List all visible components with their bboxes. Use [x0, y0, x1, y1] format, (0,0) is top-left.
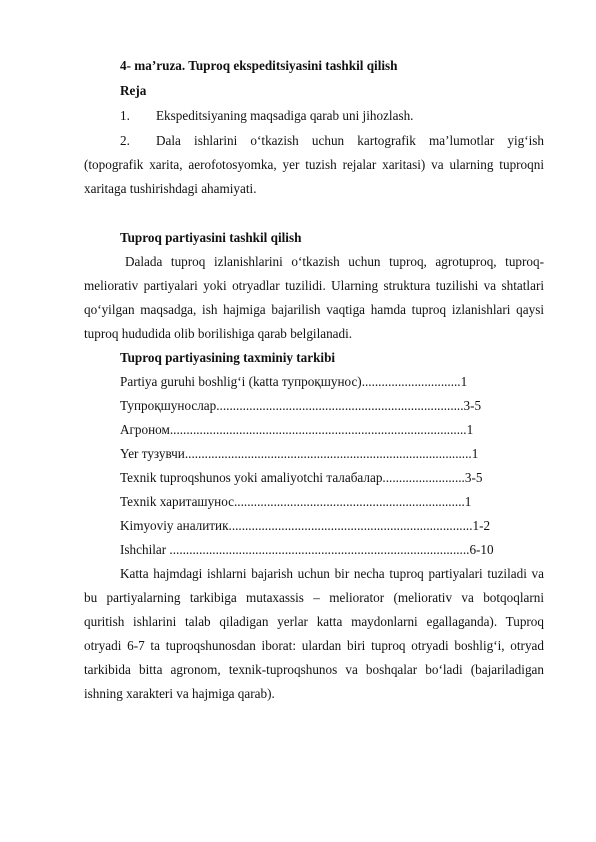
section-heading: Tuproq partiyasini tashkil qilish [120, 230, 302, 245]
composition-heading: Tuproq partiyasining taxminiy tarkibi [120, 350, 336, 365]
composition-item: Агроном..........................................................................................1 [120, 422, 474, 437]
section-paragraph-line-3: qo‘yilgan maqsadga, ish hajmiga bajarilish vaqtiga hamda tuproq izlanishlari qaysi [84, 302, 544, 317]
lecture-title: 4- ma’ruza. Tuproq ekspeditsiyasini tashkil qilish [120, 58, 398, 73]
plan-item-2-number: 2. [120, 133, 130, 148]
plan-item-1-number: 1. [120, 108, 130, 123]
composition-item: Texnik хариташунос......................................................................1 [120, 494, 472, 509]
plan-item-2-line-1: Dala ishlarini o‘tkazish uchun kartografik ma’lumotlar yig‘ish [156, 133, 544, 148]
closing-paragraph-line-3: quritish ishlarini talab qiladigan yerlar katta maydonlarni egallaganda). Tuproq [84, 614, 544, 629]
closing-paragraph-line-5: tarkibida bitta agronom, texnik-tuproqshunos va boshqalar bo‘ladi (bajariladigan [84, 662, 544, 677]
section-paragraph-line-4: tuproq hududida olib borilishiga qarab belgilanadi. [84, 326, 353, 341]
composition-item: Yer тузувчи.......................................................................................1 [120, 446, 479, 461]
composition-item: Ishchilar ...........................................................................................6-10 [120, 542, 494, 557]
plan-item-2-line-3: xaritaga tushirishdagi ahamiyati. [84, 181, 257, 196]
composition-item: Kimyoviy аналитик..........................................................................1-2 [120, 518, 491, 533]
closing-paragraph-line-1: Katta hajmdagi ishlarni bajarish uchun bir necha tuproq partiyalari tuziladi va [120, 566, 544, 581]
plan-label: Reja [120, 83, 147, 98]
section-paragraph-line-1: Dalada tuproq izlanishlarini o‘tkazish uchun tuproq, agrotuproq, tuproq- [125, 254, 544, 269]
composition-item: Texnik tuproqshunos yoki amaliyotchi талабалар.........................3-5 [120, 470, 483, 485]
closing-paragraph-line-4: otryadi 6-7 ta tuproqshunosdan iborat: ulardan biri tuproq otryadi boshlig‘i, otryad [84, 638, 544, 653]
closing-paragraph-line-6: ishning xarakteri va hajmiga qarab). [84, 686, 275, 701]
plan-item-2-line-2: (topografik xarita, aerofotosyomka, yer tuzish rejalar xaritasi) va ularning tuproqni [84, 157, 544, 172]
section-paragraph-line-2: meliorativ partiyalari yoki otryadlar tuzilidi. Ularning struktura tuzilishi va shtatlari [84, 278, 544, 293]
plan-item-1-text: Ekspeditsiyaning maqsadiga qarab uni jihozlash. [156, 108, 414, 123]
composition-item: Тупроқшунослар...........................................................................3-5 [120, 398, 482, 413]
closing-paragraph-line-2: bu partiyalarning tarkibiga mutaxassis – meliorator (meliorativ va botqoqlarni [84, 590, 544, 605]
composition-item: Partiya guruhi boshlig‘i (katta тупроқшунос)..............................1 [120, 374, 468, 389]
